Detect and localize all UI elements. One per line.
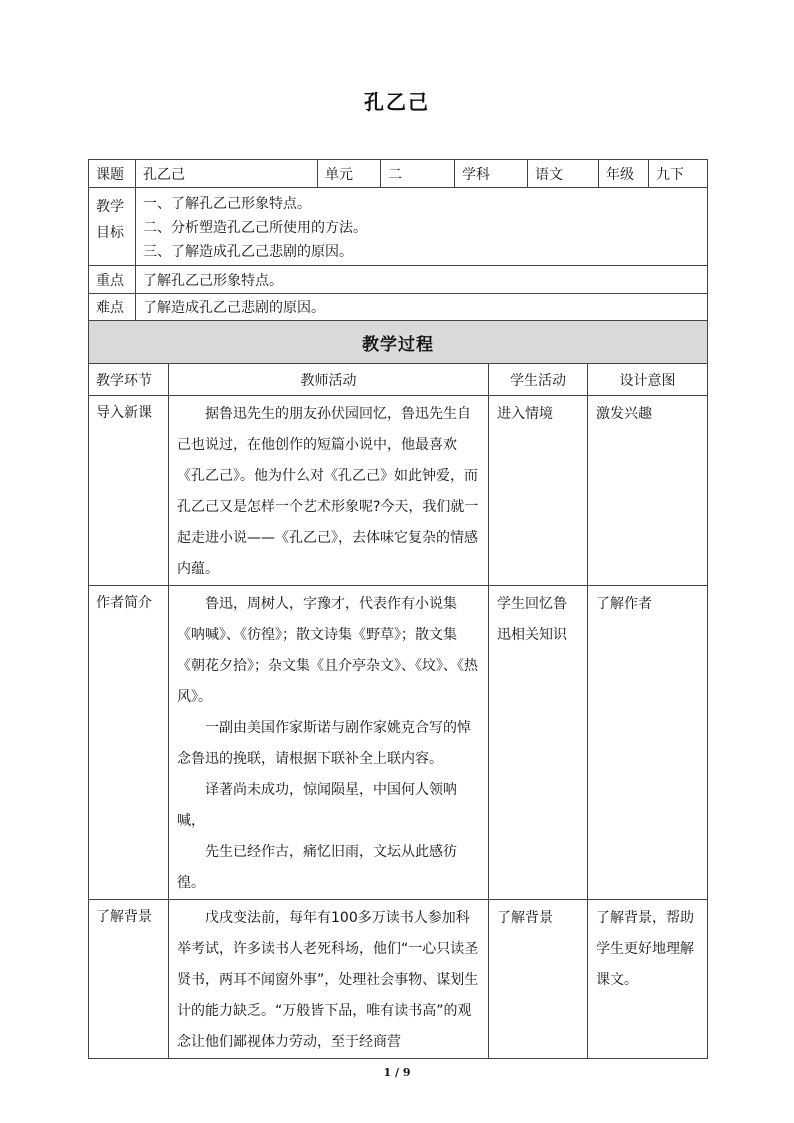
stage-cell: 作者简介	[89, 586, 169, 900]
subject-label: 课题	[89, 160, 136, 188]
subject-value: 孔乙己	[136, 160, 318, 188]
header-intent: 设计意图	[588, 364, 708, 396]
discipline-label: 学科	[455, 160, 528, 188]
key-point-value: 了解孔乙己形象特点。	[136, 266, 708, 294]
table-row	[89, 396, 708, 586]
teacher-cell	[169, 900, 489, 1059]
difficulty-value: 了解造成孔乙己悲剧的原因。	[136, 294, 708, 321]
teacher-cell	[169, 586, 489, 900]
table-row	[89, 900, 708, 1059]
header-teacher: 教师活动	[169, 364, 489, 396]
unit-label: 单元	[318, 160, 381, 188]
key-point-label: 重点	[89, 266, 136, 294]
info-table	[88, 159, 708, 321]
goals-row	[89, 188, 708, 266]
teacher-paragraph: 据鲁迅先生的朋友孙伏园回忆，鲁迅先生自己也说过，在他创作的短篇小说中，他最喜欢《孔乙己》。他为什么对《孔乙己》如此钟爱，而孔乙己又是怎样一个艺术形象呢?今天，我们就一起走进小说——《孔乙己》，去体味它复杂的情感内蕴。	[177, 406, 479, 577]
grade-value: 九下	[649, 160, 708, 188]
process-header-row	[89, 364, 708, 396]
intent-cell: 了解背景，帮助学生更好地理解课文。	[588, 900, 708, 1059]
page-title: 孔乙己	[364, 90, 430, 114]
student-cell: 进入情境	[489, 396, 588, 586]
goals-list	[136, 188, 708, 266]
difficulty-row	[89, 294, 708, 321]
discipline-value: 语文	[528, 160, 599, 188]
process-table	[88, 320, 708, 1059]
difficulty-label: 难点	[89, 294, 136, 321]
process-section-title: 教学过程	[89, 321, 708, 364]
teacher-paragraph: 一副由美国作家斯诺与剧作家姚克合写的悼念鲁迅的挽联，请根据下联补全上联内容。	[177, 720, 471, 767]
teacher-paragraph: 译著尚未成功，惊闻陨星，中国何人领呐喊，	[177, 782, 457, 829]
unit-value: 二	[381, 160, 455, 188]
goal-item: 二、分析塑造孔乙己所使用的方法。	[143, 220, 367, 236]
grade-label: 年级	[599, 160, 649, 188]
header-stage: 教学环节	[89, 364, 169, 396]
info-row	[89, 160, 708, 188]
header-student: 学生活动	[489, 364, 588, 396]
intent-cell: 了解作者	[588, 586, 708, 900]
goal-item: 三、了解造成孔乙己悲剧的原因。	[143, 244, 353, 260]
student-cell: 了解背景	[489, 900, 588, 1059]
intent-cell: 激发兴趣	[588, 396, 708, 586]
goals-label: 教学 目标	[89, 188, 136, 266]
goal-item: 一、了解孔乙己形象特点。	[143, 196, 311, 212]
table-row	[89, 586, 708, 900]
teacher-paragraph: 鲁迅，周树人，字豫才，代表作有小说集《呐喊》、《彷徨》；散文诗集《野草》；散文集《朝花夕拾》；杂文集《且介亭杂文》、《坟》、《热风》。	[177, 596, 478, 705]
teacher-paragraph: 先生已经作古，痛忆旧雨，文坛从此感彷徨。	[177, 844, 457, 891]
stage-cell: 了解背景	[89, 900, 169, 1059]
key-point-row	[89, 266, 708, 294]
stage-cell: 导入新课	[89, 396, 169, 586]
student-cell: 学生回忆鲁迅相关知识	[489, 586, 588, 900]
teacher-paragraph: 戊戌变法前，每年有100多万读书人参加科举考试，许多读书人老死科场，他们“一心只读圣贤书，两耳不闻窗外事”，处理社会事物、谋划生计的能力缺乏。“万般皆下品，唯有读书高”的观念让他们鄙视体力劳动，至于经商营	[177, 910, 479, 1050]
teacher-cell	[169, 396, 489, 586]
page-number: 1 / 9	[383, 1066, 411, 1079]
